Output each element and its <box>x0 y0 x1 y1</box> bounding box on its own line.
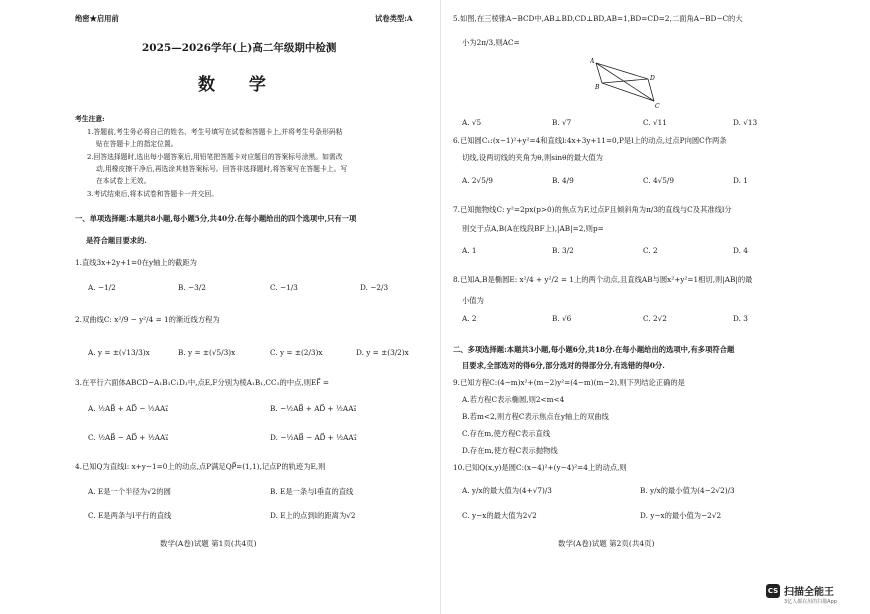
section1-header: 一、单项选择题:本题共8小题,每小题5分,共40分.在每小题给出的四个选项中,只有一项 <box>75 214 357 223</box>
question-8-cont: 小值为 <box>462 296 484 305</box>
vertex-label-d: D <box>650 75 655 82</box>
q5-option-c: C. √11 <box>643 118 667 127</box>
edge-ac <box>596 63 654 101</box>
q2-option-c: C. y = ±(2/3)x <box>270 348 323 357</box>
question-6-cont: 切线,设两切线的夹角为θ,则sinθ的最大值为 <box>462 153 603 162</box>
exam-title: 2025—2026学年(上)高二年级期中检测 <box>142 42 337 54</box>
q7-option-c: C. 2 <box>643 246 658 255</box>
q6-option-a: A. 2√5/9 <box>462 176 493 185</box>
q1-option-a: A. −1/2 <box>88 283 116 292</box>
q6-option-d: D. 1 <box>733 176 748 185</box>
question-2: 2.双曲线C: x²/9 − y²/4 = 1的渐近线方程为 <box>75 315 220 324</box>
q9-option-c: C.存在m,使方程C表示直线 <box>462 429 551 438</box>
q7-option-d: D. 4 <box>733 246 748 255</box>
section2-header: 二、多项选择题:本题共3小题,每小题6分,共18分.在每小题给出的选项中,有多项符合题 <box>453 345 735 354</box>
q10-option-c: C. y−x的最大值为2√2 <box>462 511 537 520</box>
q3-option-b: B. −½AB⃗ + AD⃗ + ½AA₁⃗ <box>270 404 357 413</box>
page-footer: 数学(A卷)试题 第2页(共4页) <box>558 539 655 548</box>
vertex-label-a: A <box>590 58 595 65</box>
q2-option-d: D. y = ±(3/2)x <box>356 348 409 357</box>
note-line: 2.回答选择题时,选出每小题答案后,用铅笔把答题卡对应题目的答案标号涂黑。如需改 <box>87 153 343 161</box>
q1-option-c: C. −1/3 <box>270 283 298 292</box>
question-5: 5.如图,在三棱锥A−BCD中,AB⊥BD,CD⊥BD,AB=1,BD=CD=2,二面角A−BD−C的大 <box>453 14 743 23</box>
q4-option-c: C. E是两条与l平行的直线 <box>88 511 172 520</box>
q9-option-d: D.存在m,使方程C表示抛物线 <box>462 446 558 455</box>
edge-bc <box>602 83 654 101</box>
q8-option-a: A. 2 <box>462 314 477 323</box>
q1-option-b: B. −3/2 <box>178 283 206 292</box>
subject-title: 数 学 <box>198 75 280 95</box>
q8-option-d: D. 3 <box>733 314 748 323</box>
paper-type: 试卷类型:A <box>375 14 413 23</box>
q10-option-a: A. y/x的最大值为(4+√7)/3 <box>462 486 552 495</box>
tetrahedron-figure <box>590 55 670 110</box>
vertex-label-c: C <box>655 103 660 110</box>
q4-option-d: D. E上的点到l的距离为√2 <box>270 511 356 520</box>
q7-option-b: B. 3/2 <box>552 246 574 255</box>
question-10: 10.已知Q(x,y)是圆C:(x−4)²+(y−4)²=4上的动点,则 <box>453 463 627 472</box>
q5-option-d: D. √13 <box>733 118 758 127</box>
q9-option-b: B.若m<2,则方程C表示焦点在y轴上的双曲线 <box>462 412 609 421</box>
question-3: 3.在平行六面体ABCD−A₁B₁C₁D₁中,点E,F分别为棱A₁B₁,CC₁的中点,则EF⃗ = <box>75 378 329 387</box>
secret-label: 绝密★启用前 <box>75 14 119 23</box>
note-line: 在本试卷上无效。 <box>96 177 151 185</box>
question-4: 4.已知Q为直线l: x+y−1=0上的动点,点P满足QP⃗=(1,1),记点P的轨迹为E,则 <box>75 462 326 471</box>
note-line: 1.答题前,考生务必将自己的姓名、考生号填写在试卷和答题卡上,并将考生号条形码粘 <box>87 128 343 136</box>
cs-badge-icon: CS <box>766 584 780 598</box>
camscanner-logo <box>766 582 862 608</box>
question-8: 8.已知A,B是椭圆E: x²/4 + y²/2 = 1上的两个动点,且直线AB与圆x²+y²=1相切,则|AB|的最 <box>453 275 753 284</box>
question-9: 9.已知方程C:(4−m)x²+(m−2)y²=(4−m)(m−2),则下列结论正确的是 <box>453 378 685 387</box>
logo-subtitle: 3亿人都在用的扫描App <box>784 599 837 605</box>
question-1: 1.直线3x+2y+1=0在y轴上的截距为 <box>75 258 197 267</box>
q2-option-b: B. y = ±(√5/3)x <box>178 348 236 357</box>
logo-title: 扫描全能王 <box>784 587 834 598</box>
q1-option-d: D. −2/3 <box>360 283 389 292</box>
section1-header-cont: 是符合题目要求的. <box>86 236 147 245</box>
section2-header-cont: 目要求,全部选对的得6分,部分选对的得部分分,有选错的得0分. <box>462 361 665 370</box>
vertex-label-b: B <box>595 84 600 91</box>
q8-option-c: C. 2√2 <box>643 314 667 323</box>
q5-option-b: B. √7 <box>552 118 572 127</box>
edge-ad <box>596 63 648 79</box>
q6-option-c: C. 4√5/9 <box>643 176 674 185</box>
question-5-cont: 小为2π/3,则AC= <box>462 38 520 47</box>
q2-option-a: A. y = ±(√13/3)x <box>88 348 150 357</box>
q3-option-c: C. ½AB⃗ − AD⃗ + ½AA₁⃗ <box>88 433 169 442</box>
q5-option-a: A. √5 <box>462 118 482 127</box>
q4-option-b: B. E是一条与l垂直的直线 <box>270 487 354 496</box>
q9-option-a: A.若方程C表示椭圆,则2<m<4 <box>462 395 565 404</box>
note-line: 动,用橡皮擦干净后,再选涂其他答案标号。回答非选择题时,将答案写在答题卡上。写 <box>96 165 348 173</box>
q3-option-d: D. −½AB⃗ − AD⃗ + ½AA₁⃗ <box>270 433 357 442</box>
q4-option-a: A. E是一个半径为√2的圆 <box>88 487 171 496</box>
q7-option-a: A. 1 <box>462 246 477 255</box>
question-7: 7.已知抛物线C: y²=2px(p>0)的焦点为F,过点F且倾斜角为π/3的直线与C及其准线l分 <box>453 205 732 214</box>
notes-title: 考生注意: <box>75 115 105 123</box>
q8-option-b: B. √6 <box>552 314 572 323</box>
note-line: 贴在答题卡上的指定位置。 <box>96 140 178 148</box>
note-line: 3.考试结束后,将本试卷和答题卡一并交回。 <box>87 190 218 198</box>
q6-option-b: B. 4/9 <box>552 176 574 185</box>
q3-option-a: A. ½AB⃗ + AD⃗ − ½AA₁⃗ <box>88 404 169 413</box>
page-footer: 数学(A卷)试题 第1页(共4页) <box>160 539 257 548</box>
question-7-cont: 别交于点A,B(A在线段BF上),|AB|=2,则p= <box>462 224 604 233</box>
q10-option-b: B. y/x的最小值为(4−2√2)/3 <box>640 486 735 495</box>
question-6: 6.已知圆C₁:(x−1)²+y²=4和直线l:4x+3y+11=0,P是l上的动点,过点P向圆C作两条 <box>453 136 727 145</box>
q10-option-d: D. y−x的最小值为−2√2 <box>640 511 722 520</box>
